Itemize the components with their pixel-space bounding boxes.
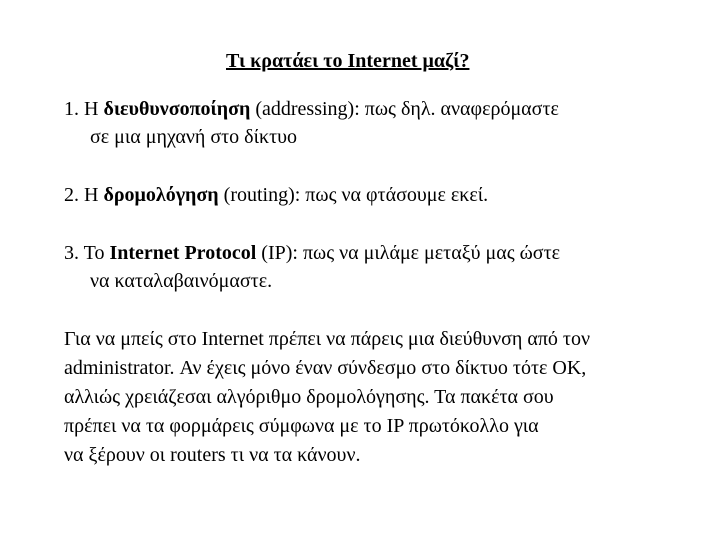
item-bold-term: Internet Protocol [109,242,257,264]
item-bold-term: δρομολόγηση [103,184,219,206]
item-text: (IP): πως να μιλάμε μεταξύ μας ώστε [256,242,561,264]
paragraph-line: να ξέρουν οι routers τι να τα κάνουν. [64,444,361,466]
paragraph-line: Για να μπείς στο Internet πρέπει να πάρεις μια διεύθυνση από τον [64,328,591,350]
list-item-line [64,181,488,209]
list-item-ip [64,239,560,295]
paragraph-line: αλλιώς χρειάζεσαι αλγόριθμο δρομολόγησης. Τα πακέτα σου [64,386,554,408]
list-item-addressing [64,95,559,151]
list-item-continuation: να καταλαβαινόμαστε. [90,270,273,292]
item-prefix: 2. Η [64,184,104,206]
list-item-continuation: σε μια μηχανή στο δίκτυο [90,126,298,148]
item-prefix: 3. Το [64,242,110,264]
item-text: (addressing): πως δηλ. αναφερόμαστε [250,98,559,120]
item-text: (routing): πως να φτάσουμε εκεί. [218,184,489,206]
summary-paragraph [64,325,590,470]
paragraph-line: πρέπει να τα φορμάρεις σύμφωνα με το IP πρωτόκολλο για [64,415,539,437]
item-bold-term: διευθυνσοποίηση [103,98,251,120]
list-item-line [64,95,559,123]
item-prefix: 1. Η [64,98,104,120]
slide-title: Τι κρατάει το Internet μαζί? [226,50,470,72]
list-item-routing [64,181,488,209]
list-item-line [64,239,560,267]
paragraph-line: administrator. Αν έχεις μόνο έναν σύνδεσμο στο δίκτυο τότε ΟΚ, [64,357,587,379]
